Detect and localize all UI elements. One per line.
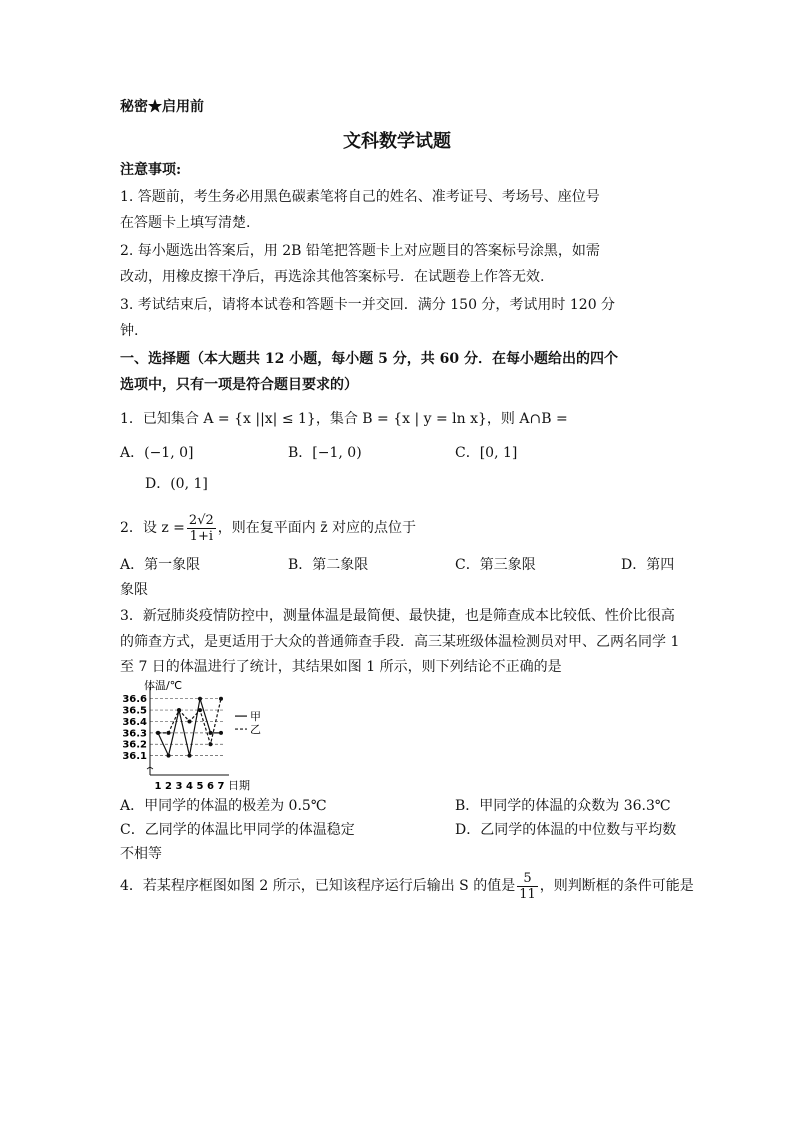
chart-x-tick-label: 1	[154, 781, 162, 792]
chart-point	[209, 742, 213, 746]
notes-heading: 注意事项:	[120, 162, 182, 178]
question-1-option-d: D．(0, 1]	[145, 476, 208, 492]
chart-point	[188, 719, 192, 723]
chart-x-tick-label: 2	[165, 781, 172, 792]
chart-point	[198, 708, 202, 712]
note-1-line-2: 在答题卡上填写清楚.	[120, 215, 251, 231]
chart-point	[167, 754, 171, 758]
question-2-option-d-cont: 象限	[120, 582, 148, 598]
chart-y-tick-label: 36.1	[122, 751, 147, 763]
question-3-line-3: 至 7 日的体温进行了统计，其结果如图 1 所示，则下列结论不正确的是	[120, 659, 562, 675]
chart-point	[156, 731, 160, 735]
chart-point	[177, 708, 181, 712]
question-2-denominator: 1+i	[189, 528, 213, 544]
question-2-option-d: D．第四	[621, 557, 675, 573]
question-2-suffix: ，则在复平面内 z̄ 对应的点位于	[217, 520, 417, 536]
chart-legend-label: 乙	[250, 723, 261, 737]
question-2-option-a: A．第一象限	[120, 557, 201, 573]
question-1-stem: 1．已知集合 A = {x ||x| ≤ 1}，集合 B = {x | y = ln x}，则 A∩B =	[120, 411, 568, 427]
question-4-denominator: 11	[519, 886, 536, 902]
chart-x-tick-label: 4	[186, 781, 193, 792]
question-3-option-a: A．甲同学的体温的极差为 0.5℃	[120, 798, 327, 814]
chart-x-label: 日期	[228, 779, 250, 792]
chart-y-tick-label: 36.4	[122, 716, 147, 728]
question-2-stem	[120, 510, 416, 546]
note-3-line-1: 3. 考试结束后，请将本试卷和答题卡一并交回．满分 150 分，考试用时 120 分	[120, 297, 616, 313]
secret-label: 秘密★启用前	[120, 99, 204, 115]
question-1-option-b: B．[−1, 0)	[288, 445, 362, 461]
chart-series-line-1	[158, 699, 221, 756]
question-2-numerator: 2√2	[188, 512, 214, 528]
section-1-line-2: 选项中，只有一项是符合题目要求的）	[120, 377, 358, 393]
chart-point	[209, 731, 213, 735]
note-1-line-1: 1. 答题前，考生务必用黑色碳素笔将自己的姓名、准考证号、考场号、座位号	[120, 189, 600, 205]
chart-point	[167, 731, 171, 735]
chart-point	[219, 697, 223, 701]
chart-y-tick-label: 36.6	[122, 694, 147, 706]
chart-x-tick-label: 6	[207, 781, 214, 792]
chart-point	[188, 754, 192, 758]
question-4-prefix: 4．若某程序框图如图 2 所示，已知该程序运行后输出 S 的值是	[120, 878, 516, 894]
chart-x-tick-label: 5	[196, 781, 204, 792]
question-4-numerator: 5	[517, 871, 538, 887]
question-3-option-d-cont: 不相等	[120, 846, 162, 862]
question-3-option-d: D．乙同学的体温的中位数与平均数	[455, 822, 677, 838]
question-3-line-1: 3．新冠肺炎疫情防控中，测量体温是最简便、最快捷，也是筛查成本比较低、性价比很高	[120, 608, 675, 624]
question-3-line-2: 的筛查方式，是更适用于大众的普通筛查手段．高三某班级体温检测员对甲、乙两名同学 1	[120, 634, 680, 650]
chart-point	[198, 697, 202, 701]
section-1-line-1: 一、选择题（本大题共 12 小题，每小题 5 分，共 60 分．在每小题给出的四个	[120, 351, 618, 367]
question-2-option-b: B．第二象限	[288, 557, 369, 573]
question-4-suffix: ，则判断框的条件可能是	[539, 878, 694, 894]
chart-y-label: 体温/℃	[144, 679, 183, 692]
question-2-option-c: C．第三象限	[455, 557, 536, 573]
temperature-chart	[118, 675, 298, 795]
question-2-prefix: 2．设 z =	[120, 520, 185, 536]
question-4-stem	[120, 868, 694, 904]
question-3-option-c: C．乙同学的体温比甲同学的体温稳定	[120, 822, 355, 838]
chart-x-tick-label: 7	[217, 781, 225, 792]
chart-point	[219, 731, 223, 735]
question-3-option-b: B．甲同学的体温的众数为 36.3℃	[455, 798, 671, 814]
chart-y-tick-label: 36.5	[122, 705, 147, 717]
chart-legend-label: 甲	[250, 710, 261, 724]
note-2-line-2: 改动，用橡皮擦干净后，再选涂其他答案标号．在试题卷上作答无效.	[120, 269, 545, 285]
chart-x-tick-label: 3	[175, 781, 183, 792]
note-3-line-2: 钟.	[120, 323, 139, 339]
question-2-fraction	[187, 513, 216, 544]
note-2-line-1: 2. 每小题选出答案后，用 2B 铅笔把答题卡上对应题目的答案标号涂黑，如需	[120, 243, 600, 259]
page-title: 文科数学试题	[343, 131, 451, 152]
chart-y-tick-label: 36.3	[122, 728, 147, 740]
chart-y-tick-label: 36.2	[122, 739, 147, 751]
question-1-option-a: A．(−1, 0]	[120, 445, 194, 461]
question-1-option-c: C．[0, 1]	[455, 445, 518, 461]
question-4-fraction	[517, 871, 538, 902]
